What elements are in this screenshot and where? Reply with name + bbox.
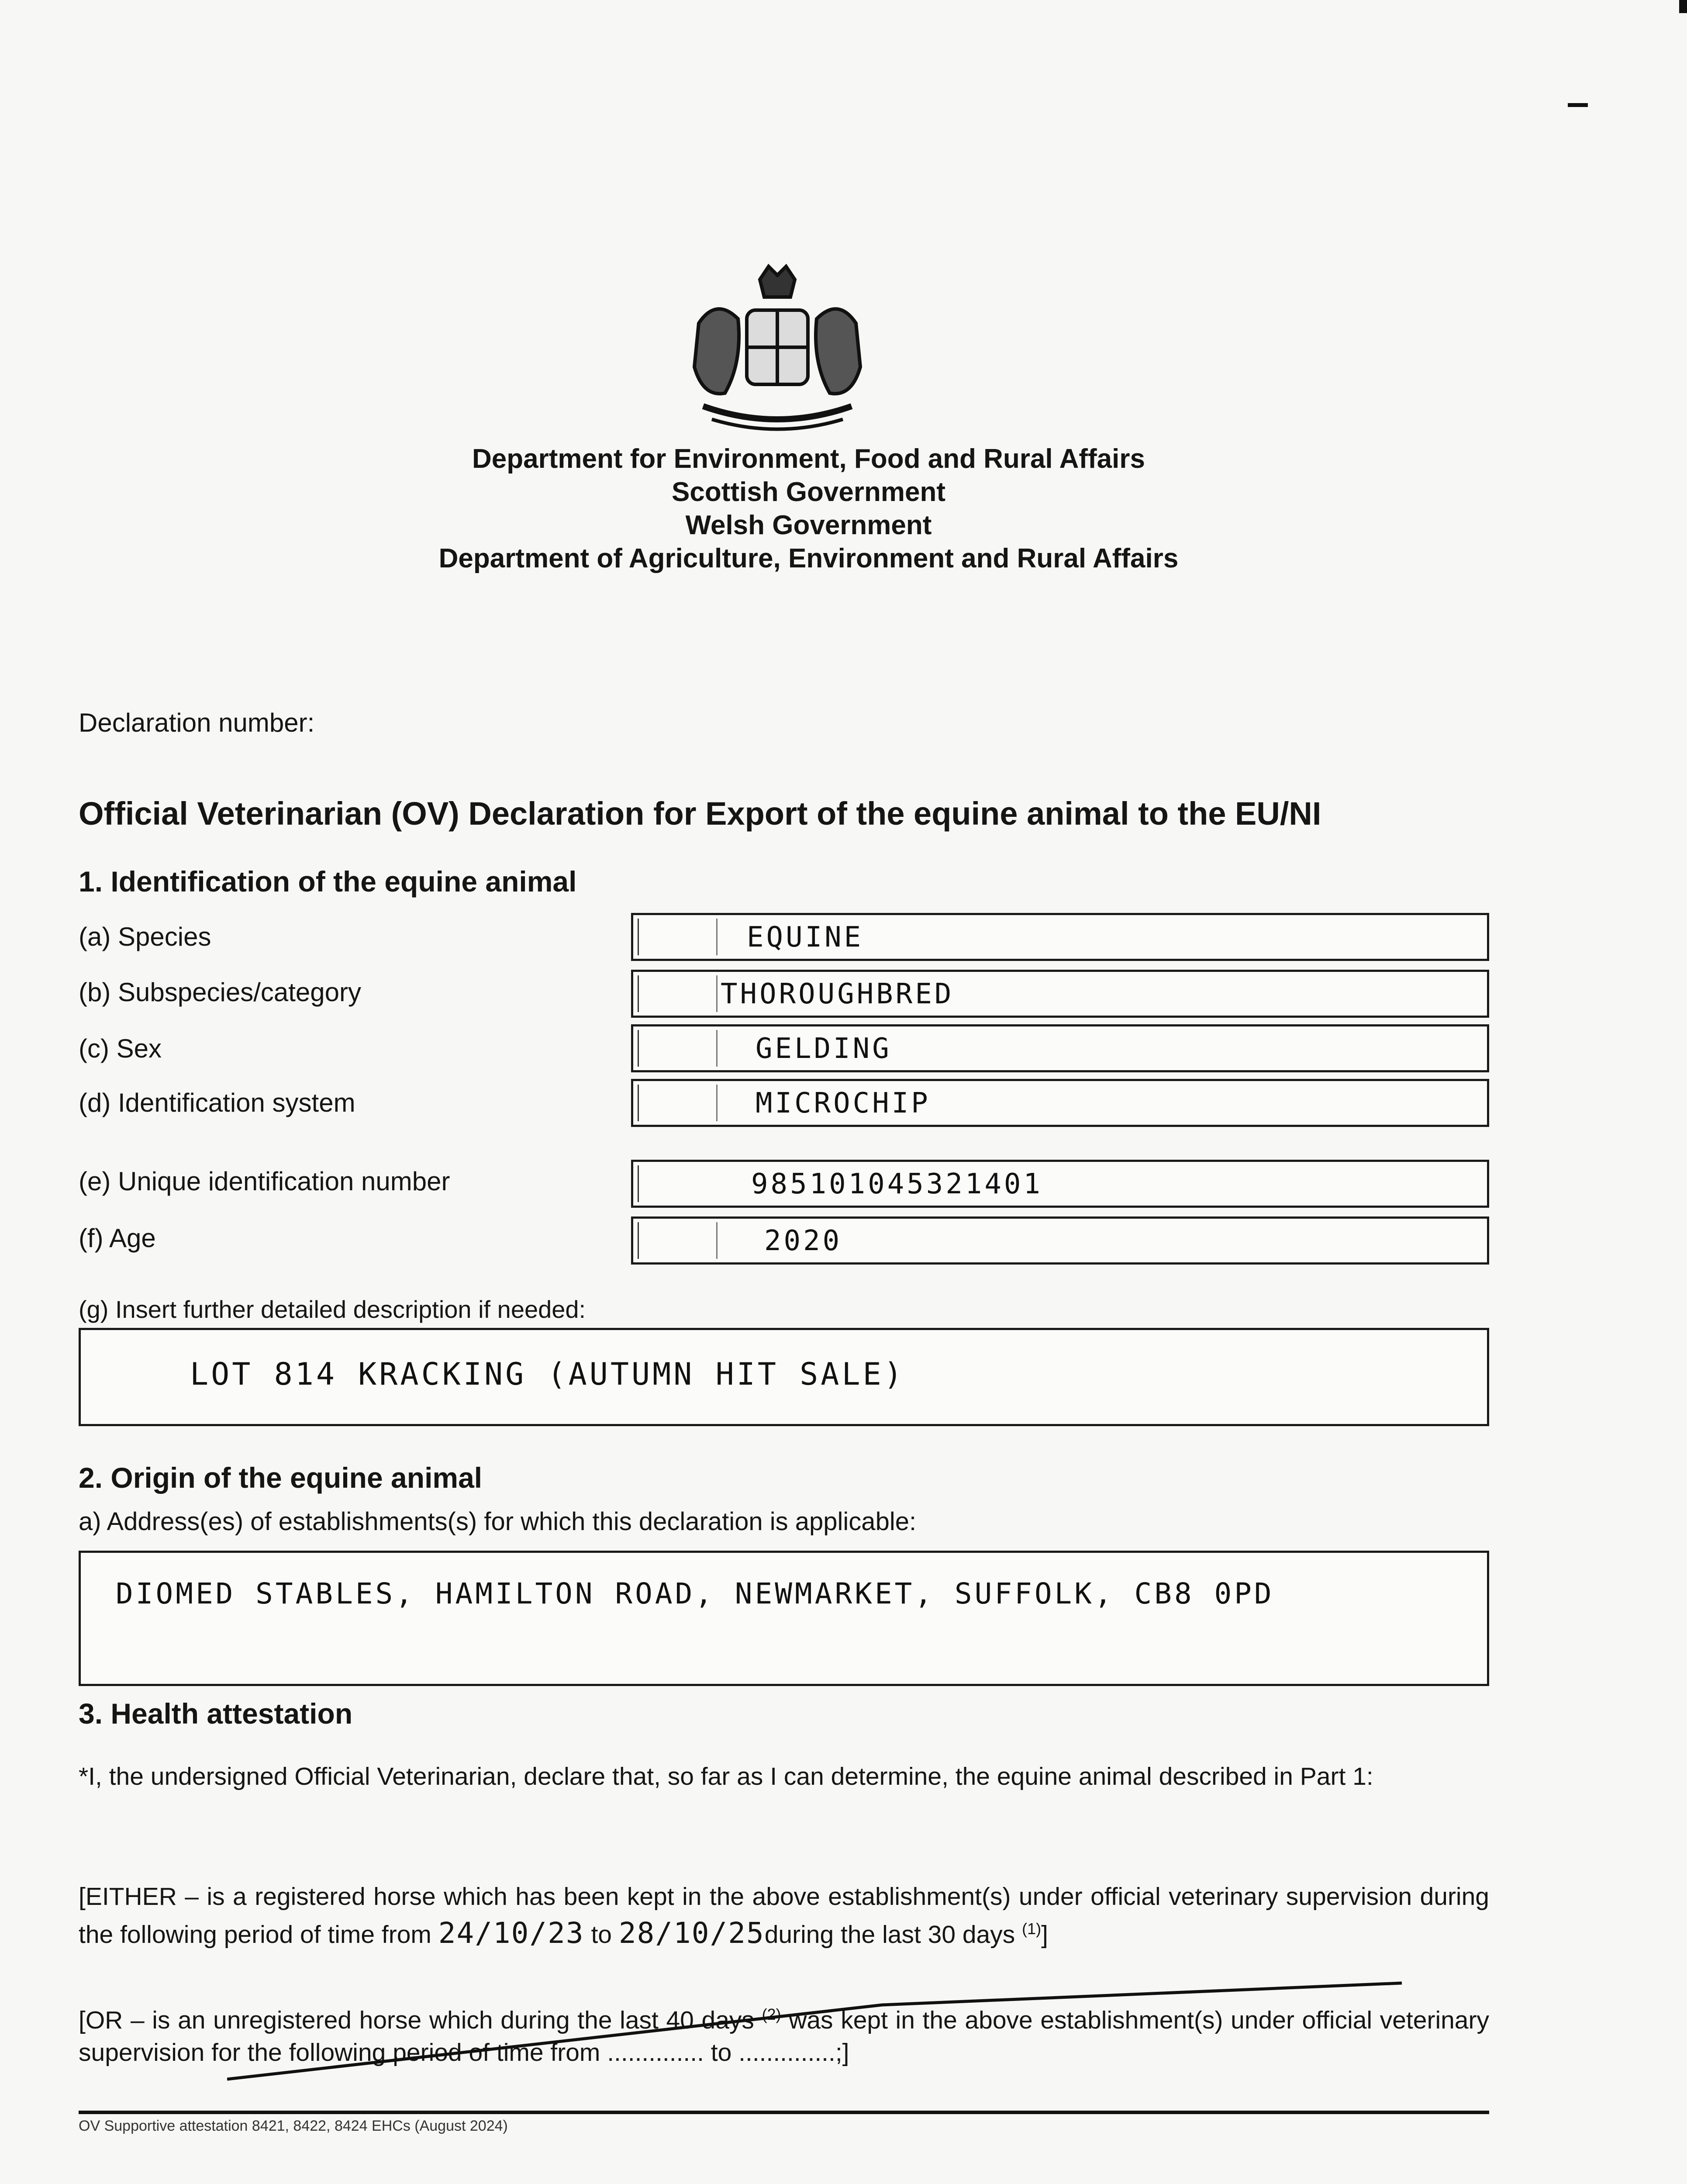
declaration-number-label: Declaration number: — [79, 708, 315, 737]
description-value: LOT 814 KRACKING (AUTUMN HIT SALE) — [190, 1356, 905, 1392]
either-from-date: 24/10/23 — [438, 1916, 584, 1950]
age-field[interactable] — [631, 1216, 1489, 1265]
either-to-date: 28/10/25 — [618, 1916, 765, 1950]
field-tick — [638, 1222, 639, 1259]
field-tick — [716, 1030, 718, 1067]
sex-field[interactable] — [631, 1024, 1489, 1072]
corner-mark — [1679, 0, 1687, 13]
or-text-b: was kept in the above establishment(s) under official veterinary supervision for the following period of time from .............. to ..............;] — [79, 2006, 1489, 2067]
address-value: DIOMED STABLES, HAMILTON ROAD, NEWMARKET, SUFFOLK, CB8 0PD — [116, 1577, 1274, 1610]
header-line-defra: Department for Environment, Food and Rural Affairs — [472, 444, 1145, 474]
field-tick — [638, 1085, 639, 1121]
field-tick — [716, 919, 718, 955]
either-clause — [79, 1880, 1489, 1951]
subspecies-field[interactable] — [631, 970, 1489, 1018]
unique-id-value: 985101045321401 — [751, 1168, 1043, 1200]
section1-heading: 1. Identification of the equine animal — [79, 865, 577, 898]
field-tick — [638, 1030, 639, 1067]
field-tick — [716, 1085, 718, 1121]
field-tick — [716, 975, 718, 1012]
description-label: (g) Insert further detailed description if needed: — [79, 1296, 586, 1323]
row-subspecies-label: (b) Subspecies/category — [79, 978, 361, 1007]
sex-value: GELDING — [756, 1033, 892, 1065]
species-field[interactable] — [631, 913, 1489, 961]
intro-text: *I, the undersigned Official Veterinarian, declare that, so far as I can determine, the equine animal described in Part 1: — [79, 1762, 1373, 1790]
row-species-label: (a) Species — [79, 922, 211, 951]
either-close: ] — [1041, 1921, 1048, 1949]
header-line-scottish-government: Scottish Government — [672, 477, 945, 507]
field-tick — [638, 975, 639, 1012]
section2-heading: 2. Origin of the equine animal — [79, 1462, 483, 1494]
subspecies-value: THOROUGHBRED — [721, 978, 954, 1010]
either-to-word: to — [584, 1921, 619, 1949]
identification-system-field[interactable] — [631, 1079, 1489, 1127]
header-line-welsh-government: Welsh Government — [685, 510, 932, 540]
identification-system-value: MICROCHIP — [756, 1087, 931, 1120]
address-field[interactable] — [79, 1551, 1489, 1686]
row-age-label: (f) Age — [79, 1223, 156, 1253]
unique-id-field[interactable] — [631, 1160, 1489, 1208]
footnote-ref-1: (1) — [1022, 1920, 1042, 1938]
footer-rule — [79, 2111, 1489, 2114]
row-identification-system-label: (d) Identification system — [79, 1088, 355, 1117]
or-text-a: [OR – is an unregistered horse which during the last 40 days — [79, 2006, 762, 2034]
health-attestation-intro — [79, 1760, 1489, 1793]
header-line-daera: Department of Agriculture, Environment and Rural Affairs — [438, 543, 1179, 574]
row-unique-id-label: (e) Unique identification number — [79, 1167, 450, 1196]
row-sex-label: (c) Sex — [79, 1034, 162, 1063]
either-text-a: [EITHER – is a registered horse which has been kept in the above establishment(s) under official veterinary supervision during the following period of time from — [79, 1883, 1489, 1949]
either-text-b: during the last 30 days — [764, 1921, 1022, 1949]
species-value: EQUINE — [747, 921, 864, 954]
field-tick — [638, 1165, 639, 1202]
page-title: Official Veterinarian (OV) Declaration for Export of the equine animal to the EU/NI — [79, 795, 1321, 832]
footer-text: OV Supportive attestation 8421, 8422, 8424 EHCs (August 2024) — [79, 2118, 508, 2134]
age-value: 2020 — [764, 1225, 842, 1257]
field-tick — [638, 919, 639, 955]
section3-heading: 3. Health attestation — [79, 1697, 353, 1730]
footnote-ref-2: (2) — [762, 2005, 781, 2023]
field-tick — [716, 1222, 718, 1259]
description-field[interactable] — [79, 1328, 1489, 1426]
section2-address-label: a) Address(es) of establishments(s) for which this declaration is applicable: — [79, 1507, 917, 1536]
royal-coat-of-arms-emblem — [673, 262, 882, 437]
dash-mark — [1568, 103, 1588, 107]
strike-through-mark — [227, 1979, 1406, 2092]
